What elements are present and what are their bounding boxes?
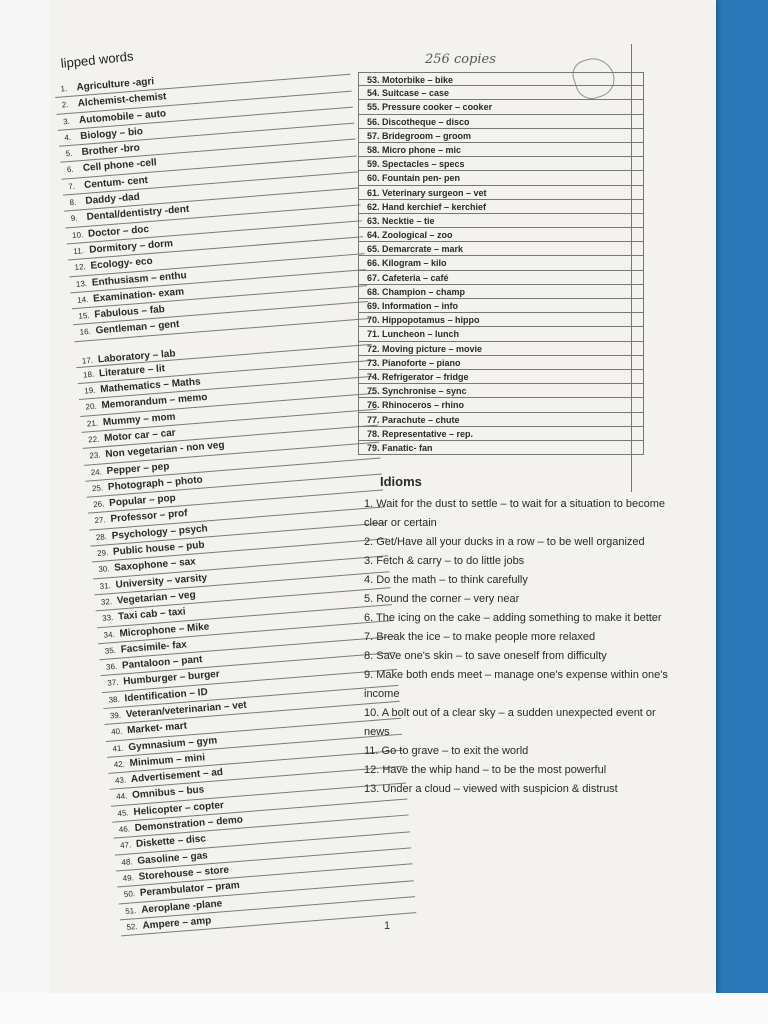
idioms-heading: Idioms xyxy=(380,474,422,489)
item-number: 21. xyxy=(86,418,99,429)
list-item: 57. Bridegroom – groom xyxy=(359,129,643,143)
item-number: 48. xyxy=(121,856,133,867)
item-number: 15. xyxy=(78,311,90,321)
item-number: 8. xyxy=(69,197,77,208)
item-number: 13. xyxy=(75,278,88,289)
item-number: 49. xyxy=(122,873,135,884)
item-number: 38. xyxy=(108,694,121,705)
item-text: Literature – lit xyxy=(98,362,166,380)
item-text: Storehouse – store xyxy=(138,864,230,883)
item-number: 5. xyxy=(65,148,73,159)
item-number: 14. xyxy=(76,294,89,305)
list-item: 78. Representative – rep. xyxy=(359,427,643,441)
item-text: Saxophone – sax xyxy=(113,556,197,575)
idiom-item: 1. Wait for the dust to settle – to wait for a situation to become clear or certain xyxy=(364,498,666,529)
page-bottom-margin xyxy=(0,993,768,1024)
clipped-words-right-table xyxy=(358,72,644,455)
item-number: 29. xyxy=(96,548,109,559)
list-item: 53. Motorbike – bike xyxy=(359,72,643,86)
list-item: 64. Zoological – zoo xyxy=(359,228,643,242)
clipped-words-heading: lipped words xyxy=(60,48,135,71)
list-item: 79. Fanatic- fan xyxy=(359,441,643,455)
item-number: 34. xyxy=(103,629,115,640)
item-number: 9. xyxy=(70,213,78,224)
idiom-item: 6. The icing on the cake – adding something to make it better xyxy=(364,612,662,624)
item-number: 39. xyxy=(109,710,122,721)
item-text: Daddy -dad xyxy=(85,191,141,207)
item-text: Gymnasium – gym xyxy=(127,734,218,753)
item-text: Examination- exam xyxy=(92,286,185,305)
handwritten-copies-note: 256 copies xyxy=(425,52,496,67)
item-number: 40. xyxy=(110,726,123,737)
item-text: Agriculture -agri xyxy=(76,76,155,94)
idiom-item: 7. Break the ice – to make people more relaxed xyxy=(364,631,596,643)
item-number: 3. xyxy=(62,116,71,126)
list-item: 67. Cafeteria – café xyxy=(359,271,643,285)
item-number: 44. xyxy=(115,791,128,802)
list-item: 76. Rhinoceros – rhino xyxy=(359,398,643,412)
item-text: Doctor – doc xyxy=(87,223,150,240)
item-text: Laboratory – lab xyxy=(97,348,176,366)
idiom-item: 9. Make both ends meet – manage one's expense within one's income xyxy=(364,669,668,700)
item-text: Enthusiasm – enthu xyxy=(91,269,188,289)
list-item: 74. Refrigerator – fridge xyxy=(359,370,643,384)
list-item: 75. Synchronise – sync xyxy=(359,384,643,398)
item-number: 35. xyxy=(104,645,117,656)
idiom-item: 5. Round the corner – very near xyxy=(364,593,520,605)
item-number: 52. xyxy=(126,921,138,932)
list-item: 58. Micro phone – mic xyxy=(359,143,643,157)
item-number: 22. xyxy=(87,434,100,445)
item-text: Taxi cab – taxi xyxy=(117,606,187,623)
list-item: 65. Demarcrate – mark xyxy=(359,242,643,256)
item-number: 16. xyxy=(79,327,92,338)
item-number: 43. xyxy=(114,775,127,786)
list-item: 61. Veterinary surgeon – vet xyxy=(359,186,643,200)
item-text: Alchemist-chemist xyxy=(77,91,167,110)
item-number: 33. xyxy=(101,613,114,624)
item-number: 47. xyxy=(119,840,132,851)
item-text: Identification – ID xyxy=(124,686,209,705)
item-number: 25. xyxy=(91,483,104,494)
item-text: Fabulous – fab xyxy=(93,304,166,321)
item-text: Popular – pop xyxy=(108,492,177,510)
page-number: 1 xyxy=(384,920,391,932)
list-item: 59. Spectacles – specs xyxy=(359,157,643,171)
item-text: Non vegetarian - non veg xyxy=(104,439,225,461)
item-number: 1. xyxy=(60,83,68,94)
item-text: Brother -bro xyxy=(81,142,141,159)
item-number: 45. xyxy=(117,808,130,819)
item-number: 18. xyxy=(82,369,95,380)
item-text: Market- mart xyxy=(126,720,188,737)
item-number: 30. xyxy=(98,564,110,575)
list-item: 71. Luncheon – lunch xyxy=(359,327,643,341)
idiom-item: 12. Have the whip hand – to be the most powerful xyxy=(364,764,607,776)
idiom-item: 2. Get/Have all your ducks in a row – to be well organized xyxy=(364,536,645,548)
item-number: 10. xyxy=(71,229,84,240)
item-number: 32. xyxy=(100,596,113,607)
blue-surface xyxy=(716,0,768,1024)
list-item: 66. Kilogram – kilo xyxy=(359,256,643,270)
item-text: Humburger – burger xyxy=(122,669,221,688)
item-text: University – varsity xyxy=(115,572,208,591)
list-item: 73. Pianoforte – piano xyxy=(359,356,643,370)
item-number: 2. xyxy=(61,100,69,110)
idiom-item: 8. Save one's skin – to save oneself from difficulty xyxy=(364,650,607,662)
list-item: 56. Discotheque – disco xyxy=(359,115,643,129)
item-number: 19. xyxy=(83,385,96,396)
item-number: 31. xyxy=(99,580,112,591)
idiom-item: 11. Go to grave – to exit the world xyxy=(364,745,529,757)
idioms-section xyxy=(364,474,674,799)
item-number: 27. xyxy=(94,515,107,526)
item-number: 4. xyxy=(64,132,72,143)
item-number: 51. xyxy=(124,905,137,916)
item-text: Automobile – auto xyxy=(78,107,167,126)
item-number: 23. xyxy=(89,450,101,461)
item-number: 42. xyxy=(113,759,126,770)
item-text: Ecology- eco xyxy=(90,256,154,272)
item-number: 28. xyxy=(95,531,108,542)
item-number: 20. xyxy=(85,402,98,412)
item-text: Memorandum – memo xyxy=(101,392,208,412)
item-text: Pepper – pep xyxy=(106,460,170,477)
item-number: 6. xyxy=(66,165,74,175)
item-number: 46. xyxy=(118,824,131,835)
item-text: Mathematics – Maths xyxy=(99,376,202,396)
item-number: 36. xyxy=(105,661,118,672)
list-item: 70. Hippopotamus – hippo xyxy=(359,313,643,327)
list-item: 69. Information – info xyxy=(359,299,643,313)
idiom-item: 13. Under a cloud – viewed with suspicion & distrust xyxy=(364,783,618,795)
item-number: 11. xyxy=(73,246,85,256)
item-text: Vegetarian – veg xyxy=(116,589,197,607)
list-item: 77. Parachute – chute xyxy=(359,413,643,427)
item-text: Minimum – mini xyxy=(129,752,206,770)
item-text: Advertisement – ad xyxy=(130,767,224,786)
list-item: 54. Suitcase – case xyxy=(359,86,643,100)
item-text: Omnibus – bus xyxy=(131,784,205,802)
item-number: 50. xyxy=(123,889,136,900)
idiom-item: 3. Fetch & carry – to do little jobs xyxy=(364,555,525,567)
item-text: Photograph – photo xyxy=(107,474,204,493)
idiom-item: 10. A bolt out of a clear sky – a sudden unexpected event or news xyxy=(364,707,656,738)
item-number: 41. xyxy=(112,743,124,754)
item-text: Diskette – disc xyxy=(135,833,207,851)
item-number: 24. xyxy=(90,466,103,477)
item-text: Biology – bio xyxy=(79,126,144,142)
list-item: 68. Champion – champ xyxy=(359,285,643,299)
item-text: Dental/dentistry -dent xyxy=(86,204,190,224)
item-text: Public house – pub xyxy=(112,539,205,558)
item-text: Veteran/veterinarian – vet xyxy=(125,699,248,721)
item-text: Microphone – Mike xyxy=(119,621,210,640)
item-text: Dormitory – dorm xyxy=(88,238,174,256)
item-number: 17. xyxy=(81,355,94,366)
item-text: Pantaloon – pant xyxy=(121,654,203,672)
list-item: 60. Fountain pen- pen xyxy=(359,171,643,185)
item-text: Gasoline – gas xyxy=(136,849,209,867)
clipped-words-left-table xyxy=(54,76,350,939)
item-number: 12. xyxy=(74,262,87,273)
list-item: 72. Moving picture – movie xyxy=(359,342,643,356)
item-text: Cell phone -cell xyxy=(82,157,158,175)
item-text: Gentleman – gent xyxy=(95,319,180,337)
item-number: 37. xyxy=(107,678,119,689)
idiom-item: 4. Do the math – to think carefully xyxy=(364,574,528,586)
item-text: Helicopter – copter xyxy=(133,799,225,818)
item-text: Facsimile- fax xyxy=(120,639,188,656)
item-text: Demonstration – demo xyxy=(134,814,244,835)
item-text: Psychology – psych xyxy=(111,523,209,542)
item-text: Centum- cent xyxy=(83,174,149,191)
item-text: Ampere – amp xyxy=(142,915,212,932)
item-text: Perambulator – pram xyxy=(139,880,241,899)
item-number: 26. xyxy=(92,499,105,510)
item-text: Motor car – car xyxy=(103,427,177,445)
item-text: Aeroplane -plane xyxy=(140,897,223,916)
list-item: 63. Necktie – tie xyxy=(359,214,643,228)
item-number: 7. xyxy=(67,181,76,191)
list-item: 55. Pressure cooker – cooker xyxy=(359,100,643,114)
list-item: 62. Hand kerchief – kerchief xyxy=(359,200,643,214)
item-text: Professor – prof xyxy=(110,508,188,526)
item-text: Mummy – mom xyxy=(102,411,176,428)
